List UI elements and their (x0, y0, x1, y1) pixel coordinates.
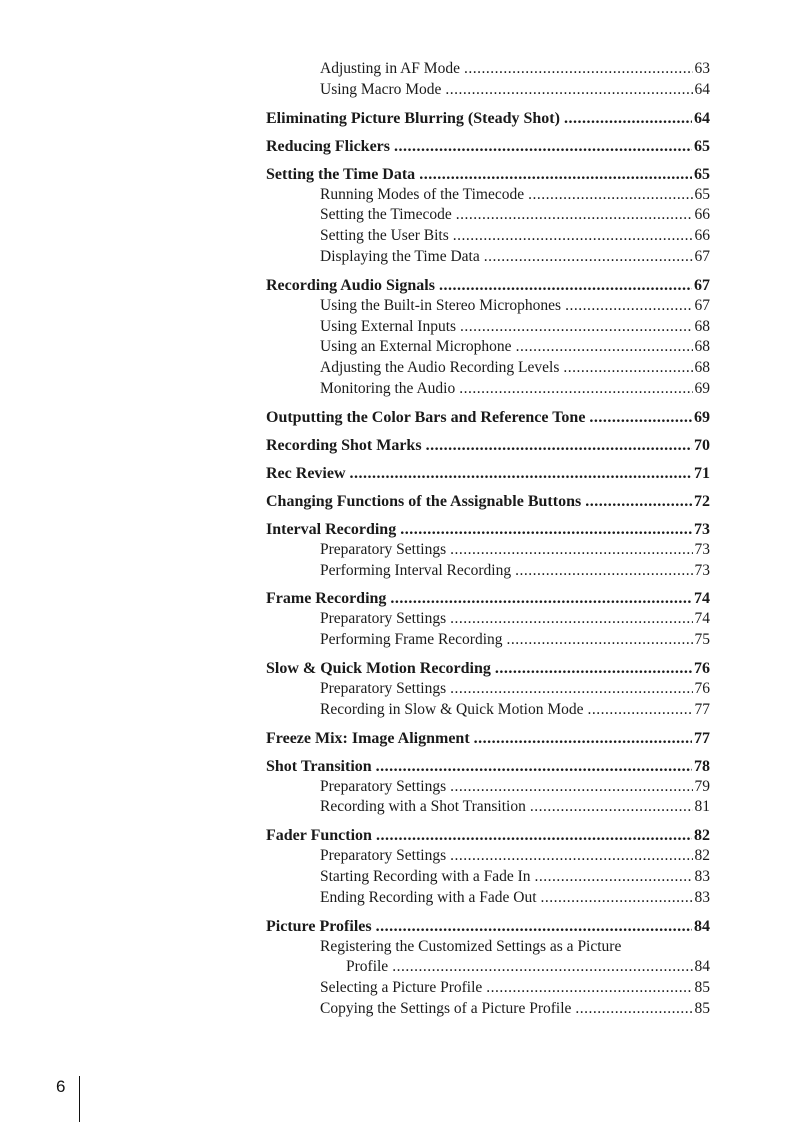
toc-entry-page: 67 (694, 247, 710, 265)
toc-entry-page: 84 (694, 917, 710, 935)
dot-leader (400, 519, 692, 540)
dot-leader (460, 317, 692, 338)
toc-entry-page: 68 (694, 338, 710, 356)
toc-entry-main[interactable] (266, 136, 710, 157)
toc-entry-page: 63 (694, 60, 710, 77)
toc-entry-main[interactable] (266, 825, 710, 846)
toc-entry-main[interactable] (266, 519, 710, 540)
dot-leader (564, 108, 692, 129)
dot-leader (541, 888, 693, 909)
toc-entry-page: 70 (694, 436, 710, 454)
toc-entry-title: Reducing Flickers (266, 137, 390, 155)
dot-leader (495, 658, 692, 679)
toc-entry-sub[interactable] (266, 609, 710, 630)
toc-entry-main[interactable] (266, 407, 710, 428)
toc-entry-page: 64 (694, 109, 710, 127)
dot-leader (453, 226, 693, 247)
toc-entry-page: 66 (694, 227, 710, 245)
toc-entry-main[interactable] (266, 588, 710, 609)
toc-entry-sub[interactable] (266, 317, 710, 338)
dot-leader (563, 358, 692, 379)
dot-leader (376, 756, 692, 777)
toc-entry-page: 82 (694, 827, 710, 845)
dot-leader (565, 296, 692, 317)
toc-entry-title: Using the Built-in Stereo Microphones (320, 296, 562, 314)
dot-leader (575, 999, 692, 1020)
toc-entry-main[interactable] (266, 916, 710, 937)
dot-leader (350, 463, 692, 484)
table-of-contents (266, 59, 710, 1020)
toc-entry-title: Outputting the Color Bars and Reference Tone (266, 408, 586, 426)
dot-leader (589, 407, 692, 428)
toc-entry-page: 83 (694, 888, 710, 906)
toc-entry-line (266, 937, 710, 958)
toc-entry-sub[interactable] (266, 379, 710, 400)
toc-entry-title: Using External Inputs (320, 317, 457, 335)
toc-entry-page: 77 (694, 729, 710, 747)
toc-entry-sub[interactable] (266, 561, 710, 582)
toc-entry-title: Adjusting in AF Mode (320, 60, 460, 77)
toc-entry-sub[interactable] (266, 59, 710, 80)
toc-entry-page: 65 (694, 165, 710, 183)
toc-entry-sub[interactable] (266, 205, 710, 226)
toc-entry-title: Copying the Settings of a Picture Profile (320, 999, 572, 1017)
toc-entry-page: 74 (694, 590, 710, 608)
toc-entry-sub[interactable] (266, 540, 710, 561)
dot-leader (439, 275, 692, 296)
dot-leader (515, 561, 692, 582)
toc-entry-page: 73 (694, 520, 710, 538)
toc-entry-page: 78 (694, 757, 710, 775)
toc-entry-title: Monitoring the Audio (320, 379, 456, 397)
toc-entry-title: Selecting a Picture Profile (320, 979, 483, 997)
toc-entry-sub[interactable] (266, 679, 710, 700)
toc-entry-page: 71 (694, 464, 710, 482)
toc-entry-page: 65 (694, 185, 710, 203)
toc-entry-title-continued: Profile (346, 958, 389, 976)
toc-entry-title: Ending Recording with a Fade Out (320, 888, 537, 906)
toc-entry-sub[interactable] (266, 185, 710, 206)
toc-entry-title: Preparatory Settings (320, 540, 447, 558)
toc-entry-title: Recording in Slow & Quick Motion Mode (320, 700, 584, 718)
toc-entry-page: 84 (694, 958, 710, 976)
toc-entry-page: 76 (694, 659, 710, 677)
toc-entry-title: Displaying the Time Data (320, 247, 480, 265)
dot-leader (530, 797, 693, 818)
toc-entry-page: 65 (694, 137, 710, 155)
toc-entry-sub[interactable] (266, 247, 710, 268)
dot-leader (450, 679, 692, 700)
toc-entry-page: 79 (694, 777, 710, 795)
toc-entry-main[interactable] (266, 728, 710, 749)
toc-entry-main[interactable] (266, 108, 710, 129)
toc-entry-page: 67 (694, 276, 710, 294)
toc-entry-page: 74 (694, 610, 710, 628)
toc-entry-main[interactable] (266, 658, 710, 679)
toc-entry-title: Registering the Customized Settings as a Picture (320, 937, 622, 955)
toc-entry-page: 72 (694, 492, 710, 510)
toc-entry-title: Rec Review (266, 464, 346, 482)
toc-entry-title: Changing Functions of the Assignable Buttons (266, 492, 582, 510)
dot-leader (450, 540, 692, 561)
dot-leader (474, 728, 692, 749)
dot-leader (516, 337, 693, 358)
toc-entry-title: Using an External Microphone (320, 338, 512, 356)
toc-entry-page: 69 (694, 379, 710, 397)
toc-entry-title: Preparatory Settings (320, 610, 447, 628)
toc-entry-sub[interactable] (266, 700, 710, 721)
toc-entry-page: 81 (694, 798, 710, 816)
toc-entry-title: Slow & Quick Motion Recording (266, 659, 491, 677)
dot-leader (585, 491, 692, 512)
toc-entry-main[interactable] (266, 164, 710, 185)
dot-leader (394, 136, 692, 157)
dot-leader (535, 867, 693, 888)
dot-leader (484, 247, 693, 268)
toc-entry-title: Preparatory Settings (320, 777, 447, 795)
dot-leader (445, 80, 692, 101)
toc-entry-sub[interactable] (266, 226, 710, 247)
dot-leader (464, 59, 693, 80)
toc-entry-sub[interactable] (266, 888, 710, 909)
toc-entry-main[interactable] (266, 491, 710, 512)
toc-entry-title: Performing Frame Recording (320, 631, 503, 649)
toc-entry-main[interactable] (266, 463, 710, 484)
dot-leader (450, 846, 692, 867)
toc-entry-sub[interactable] (266, 80, 710, 101)
page-number-rule (79, 1076, 80, 1122)
toc-entry-page: 83 (694, 867, 710, 885)
toc-entry-title: Setting the Time Data (266, 165, 416, 183)
dot-leader (450, 777, 692, 798)
toc-entry-page: 68 (694, 317, 710, 335)
toc-entry-title: Eliminating Picture Blurring (Steady Shot) (266, 109, 560, 127)
toc-entry-title: Adjusting the Audio Recording Levels (320, 359, 560, 377)
dot-leader (419, 164, 692, 185)
toc-entry-title: Performing Interval Recording (320, 561, 512, 579)
dot-leader (390, 588, 692, 609)
toc-entry-page: 73 (694, 540, 710, 558)
toc-entry-sub[interactable] (266, 978, 710, 999)
toc-entry-page: 82 (694, 847, 710, 865)
dot-leader (486, 978, 692, 999)
toc-entry-page: 85 (694, 999, 710, 1017)
toc-entry-page: 77 (694, 700, 710, 718)
toc-entry-title: Starting Recording with a Fade In (320, 867, 531, 885)
dot-leader (450, 609, 692, 630)
toc-entry-page: 67 (694, 296, 710, 314)
dot-leader (459, 379, 692, 400)
toc-entry-page: 69 (694, 408, 710, 426)
toc-entry-title: Setting the Timecode (320, 206, 452, 224)
toc-entry-title: Recording Shot Marks (266, 436, 422, 454)
toc-entry-sub[interactable] (266, 630, 710, 651)
toc-entry-main[interactable] (266, 756, 710, 777)
toc-entry-title: Recording with a Shot Transition (320, 798, 526, 816)
toc-entry-title: Picture Profiles (266, 917, 372, 935)
toc-entry-page: 73 (694, 561, 710, 579)
toc-entry-title: Using Macro Mode (320, 80, 442, 98)
toc-entry-title: Freeze Mix: Image Alignment (266, 729, 470, 747)
dot-leader (392, 957, 692, 978)
toc-entry-page: 68 (694, 359, 710, 377)
toc-entry-main[interactable] (266, 435, 710, 456)
dot-leader (588, 700, 693, 721)
toc-entry-title: Interval Recording (266, 520, 397, 538)
toc-entry-sub[interactable] (266, 797, 710, 818)
toc-entry-sub[interactable] (266, 777, 710, 798)
toc-entry-title: Recording Audio Signals (266, 276, 435, 294)
toc-entry-main[interactable] (266, 275, 710, 296)
toc-entry-title: Shot Transition (266, 757, 372, 775)
dot-leader (376, 916, 692, 937)
toc-entry-sub[interactable] (266, 358, 710, 379)
dot-leader (376, 825, 692, 846)
dot-leader (426, 435, 692, 456)
toc-entry-sub[interactable] (266, 296, 710, 317)
toc-entry-page: 64 (694, 80, 710, 98)
dot-leader (528, 185, 692, 206)
toc-entry-page: 75 (694, 631, 710, 649)
toc-entry-sub[interactable] (266, 957, 710, 978)
toc-entry-sub[interactable] (266, 999, 710, 1020)
toc-entry-title: Setting the User Bits (320, 227, 449, 245)
toc-entry-title: Frame Recording (266, 590, 387, 608)
dot-leader (456, 205, 693, 226)
toc-entry-sub[interactable] (266, 867, 710, 888)
toc-entry-page: 85 (694, 979, 710, 997)
toc-entry-page: 66 (694, 206, 710, 224)
toc-entry-title: Fader Function (266, 827, 372, 845)
toc-entry-title: Running Modes of the Timecode (320, 185, 525, 203)
toc-entry-title: Preparatory Settings (320, 679, 447, 697)
dot-leader (507, 630, 693, 651)
toc-entry-title: Preparatory Settings (320, 847, 447, 865)
toc-entry-sub[interactable] (266, 337, 710, 358)
toc-entry-page: 76 (694, 679, 710, 697)
toc-entry-sub[interactable] (266, 846, 710, 867)
page-number: 6 (56, 1077, 66, 1096)
